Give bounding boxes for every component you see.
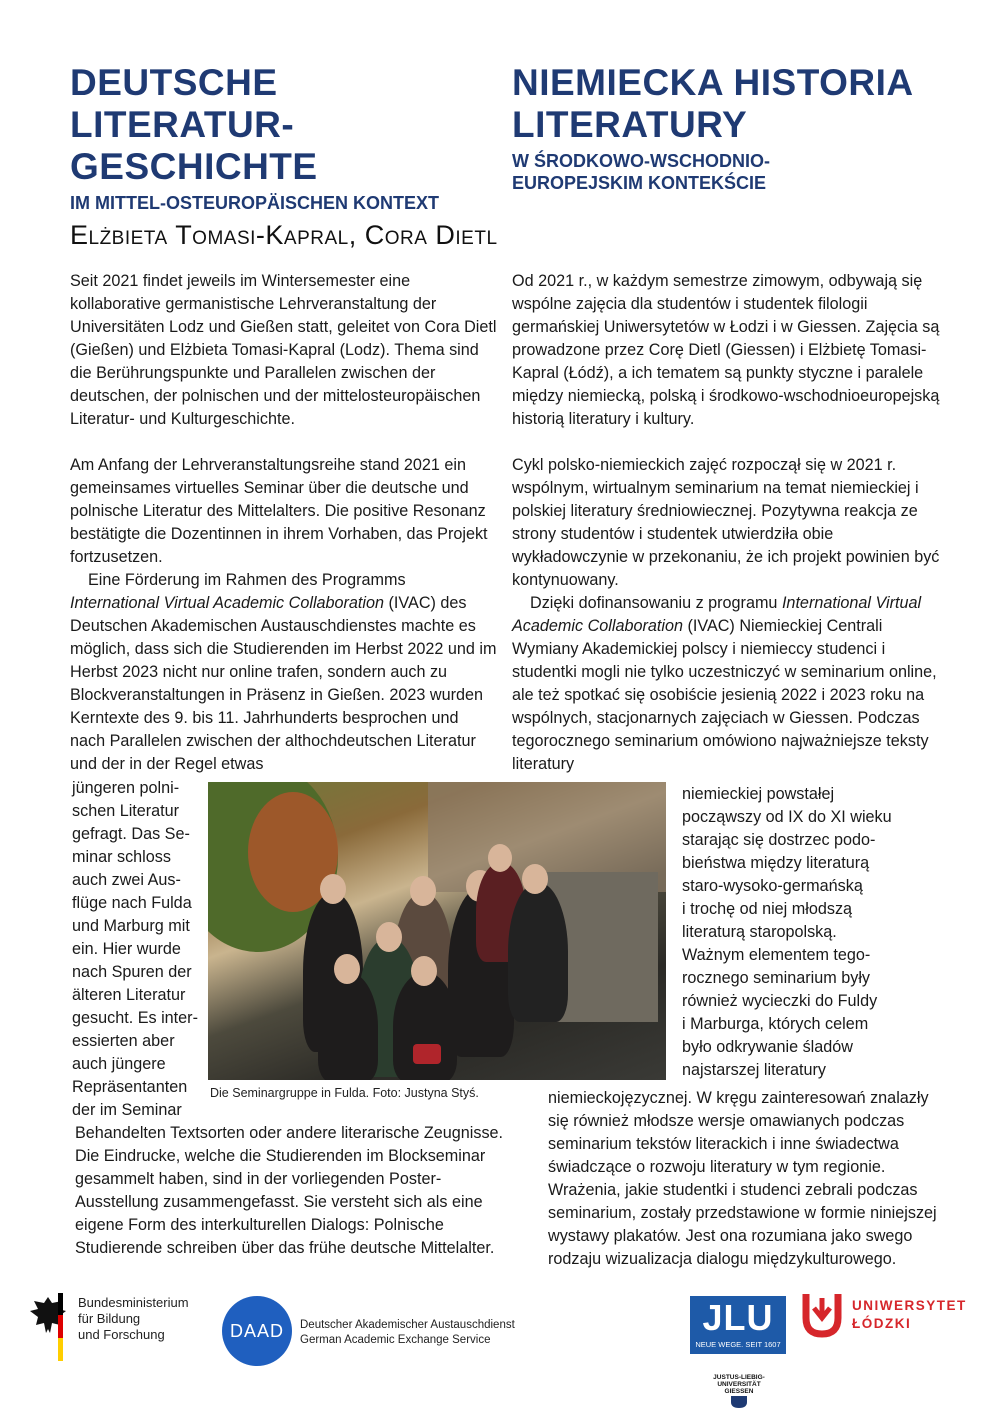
ul-logo-text [852,1297,967,1333]
jlu-crest-icon [729,1395,749,1409]
ul-logo-mark [800,1290,844,1340]
polish-subtitle-line2: EUROPEJSKIM KONTEKŚCIE [512,173,767,193]
photo-face [411,956,437,986]
german-title-line1: DEUTSCHE LITERATUR- [70,62,295,145]
group-photo [208,782,666,1080]
german-wrap-line: schen Literatur [72,802,180,820]
ul-line1: UNIWERSYTET [852,1298,967,1313]
german-paragraph-1: Seit 2021 findet jeweils im Wintersemester eine kollaborative germanistische Lehrveranstaltung der Universitäten Lodz und Gießen statt, geleitet von Cora Dietl (Gießen) und Elżbieta Tomasi-Kapral (Lodz). Thema sind die Berührungspunkte und Parallelen zwischen der deutschen, der polnischen und der mittelosteuropäischen Literatur- und Kulturgeschichte. [70,272,497,428]
german-wrap-line: ein. Hier wurde [72,940,181,958]
polish-wrap-line: niemieckiej powstałej [682,785,835,803]
jlu-small-line3: GIESSEN [724,1388,754,1395]
german-wrap-line: und Marburg mit [72,917,190,935]
jlu-small-logo [703,1374,775,1411]
polish-paragraph-2: Cykl polsko-niemieckich zajęć rozpoczął się w 2021 r. wspólnym, wirtualnym seminarium na temat niemieckiej i polskiej literatury średniowiecznej. Pozytywna reakcja ze strony studentów i studentek utwierdziła obie wykładowczynie w przekonaniu, że ich projekt powinien być kontynuowany. [512,456,940,589]
german-wrap-line: gesucht. Es inter- [72,1009,198,1027]
jlu-small-line2: UNIVERSITÄT [717,1381,761,1388]
jlu-mark: JLU [702,1297,774,1338]
ul-line2: ŁÓDZKI [852,1316,912,1331]
photo-face [334,954,360,984]
german-wrap-line: gefragt. Das Se- [72,825,190,843]
german-wrap-line: Repräsentanten [72,1078,188,1096]
german-p3-program: International Virtual Academic Collaboration [70,594,385,612]
german-wrap-line: minar schloss [72,848,171,866]
jlu-logo [690,1296,786,1354]
polish-wrap-line: Ważnym elementem tego- [682,946,871,964]
photo-red-bag [413,1044,441,1064]
polish-wrap-line: było odkrywanie śladów [682,1038,853,1056]
photo-face [410,876,436,906]
german-wrap-line: der im Seminar [72,1101,182,1119]
polish-paragraph-4: niemieckojęzycznej. W kręgu zainteresowań znalazły się również młodsze wersje omawianych podczas seminarium tekstów literackich i inne świadectwa świadczące o rozwoju literatury w tym regionie. Wrażenia, jakie studentki i studenci zebrali podczas seminarium, zostały przedstawione w formie niniejszej wystawy plakatów. Jest ona rozumiana jako swego rodzaju wizualizacja dialogu międzykulturowego. [548,1089,937,1268]
polish-wrap-block [682,783,952,1082]
german-wrap-line: älteren Literatur [72,986,186,1004]
polish-paragraph-3 [512,592,940,776]
polish-wrap-line: starając się dostrzec podo- [682,831,876,849]
polish-p3-pre: Dzięki dofinansowaniu z programu [530,594,782,612]
bmbf-line1: Bundesministerium [78,1295,189,1310]
german-wrap-line: auch jüngere [72,1055,166,1073]
bmbf-line2: für Bildung [78,1311,141,1326]
german-paragraph-4: Behandelten Textsorten oder andere literarische Zeugnisse. Die Eindrucke, welche die Studierenden im Blockseminar gesammelt haben, sind in der vorliegenden Poster-Ausstellung zusammengefasst. Sie versteht sich als eine eigene Form des interkulturellen Dialogs: Polnische Studierende schreiben über das frühe deutsche Mittelalter. [75,1124,504,1257]
bmbf-logo-text [78,1295,189,1343]
german-wrap-line: flüge nach Fulda [72,894,192,912]
german-title-block [70,62,510,214]
daad-line1: Deutscher Akademischer Austauschdienst [300,1319,515,1331]
polish-wrap-line: najstarszej literatury [682,1061,826,1079]
photo-person [318,972,378,1080]
german-flag-bar [58,1293,63,1361]
photo-face [488,844,512,872]
photo-face [522,864,548,894]
german-title-line2: GESCHICHTE [70,146,318,187]
polish-wrap-line: literaturą staropolską. [682,923,837,941]
polish-title-line1: NIEMIECKA HISTORIA [512,62,914,103]
daad-line2: German Academic Exchange Service [300,1334,491,1346]
photo-face [320,874,346,904]
jlu-tagline: NEUE WEGE. SEIT 1607 [695,1340,781,1349]
polish-title-block [512,62,952,194]
german-subtitle: IM MITTEL-OSTEUROPÄISCHEN KONTEXT [70,193,439,213]
polish-column [512,270,940,776]
polish-subtitle-line1: W ŚRODKOWO-WSCHODNIO- [512,151,770,171]
german-p3-pre: Eine Förderung im Rahmen des Programms [88,571,406,589]
photo-caption: Die Seminargruppe in Fulda. Foto: Justyna Styś. [210,1086,479,1100]
daad-logo-text [300,1318,515,1348]
german-paragraph-2: Am Anfang der Lehrveranstaltungsreihe stand 2021 ein gemeinsames virtuelles Seminar über die deutsche und polnische Literatur des Mittelalters. Die positive Resonanz bestätigte die Dozentinnen in ihrem Vorhaben, das Projekt fortzusetzen. [70,456,488,566]
polish-p3-program: International Virtual Academic Collaboration [512,594,922,635]
polish-paragraph-1: Od 2021 r., w każdym semestrze zimowym, odbywają się wspólne zajęcia dla studentów i studentek filologii germańskiej Uniwersytetów w Łodzi i w Giessen. Zajęcia są prowadzone przez Corę Dietl (Giessen) i Elżbietę Tomasi-Kapral (Łódź), a ich tematem są punkty styczne i paralele między niemiecką, polską i środkowo-wschodnioeuropejską historią literatury i kultury. [512,272,940,428]
polish-wrap-line: również wycieczki do Fuldy [682,992,878,1010]
german-wrap-line: auch zwei Aus- [72,871,181,889]
german-paragraph-3 [70,569,498,776]
german-wrap-line: nach Spuren der [72,963,192,981]
polish-wrap-line: rocznego seminarium były [682,969,871,987]
polish-wrap-line: bieństwa między literaturą [682,854,870,872]
german-wrap-line: jüngeren polni- [72,779,180,797]
german-column [70,270,498,776]
polish-p3-post: (IVAC) Niemieckiej Centrali Wymiany Akademickiej polscy i niemieccy studenci i studentki mogli nie tylko uczestniczyć w seminarium online, ale też spotkać się osobiście jesienią 2022 i 2023 roku na wspólnych, stacjonarnych zajęciach w Giessen. Podczas tegorocznego seminarium omówiono najważniejsze teksty literatury [512,617,937,773]
polish-title-line2: LITERATURY [512,104,748,145]
polish-wrap-line: począwszy od IX do XI wieku [682,808,892,826]
polish-wrap-line: i Marburga, których celem [682,1015,869,1033]
polish-wrap-line: i trochę od niej młodszą [682,900,853,918]
jlu-small-line1: JUSTUS-LIEBIG- [713,1374,765,1381]
photo-person [508,882,568,1022]
german-wrap-block [72,777,212,1122]
german-p3-post: (IVAC) des Deutschen Akademischen Austauschdienstes machte es möglich, dass sich die Studierenden im Herbst 2022 und im Herbst 2023 nicht nur online trafen, sondern auch zu Blockveranstaltungen in Präsenz in Gießen. 2023 wurden Kerntexte des 9. bis 11. Jahrhunderts besprochen und nach Parallelen zwischen der althochdeutschen Literatur und der in der Regel etwas [70,594,497,773]
polish-wrap-line: staro-wysoko-germańską [682,877,863,895]
bmbf-line3: und Forschung [78,1327,165,1342]
authors: Elżbieta Tomasi-Kapral, Cora Dietl [70,220,498,250]
ul-emblem-icon [800,1290,844,1340]
daad-logo [222,1296,292,1366]
photo-face [376,922,402,952]
german-wrap-line: essierten aber [72,1032,175,1050]
daad-mark: DAAD [229,1320,284,1341]
